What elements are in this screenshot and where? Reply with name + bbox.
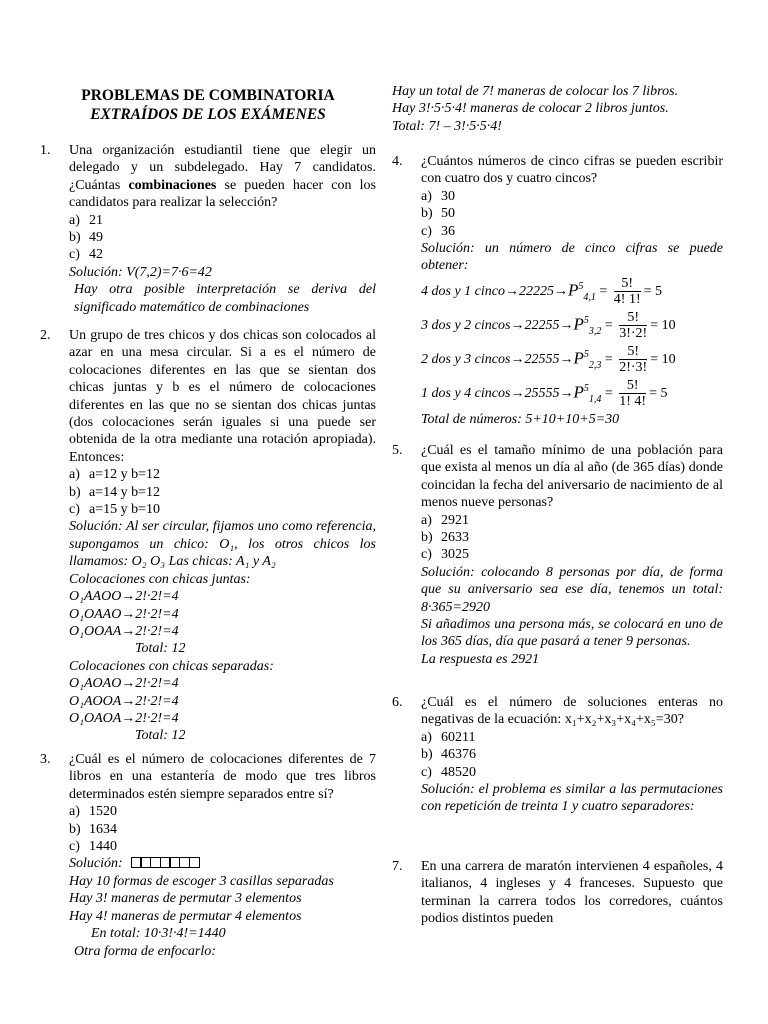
arrangement-line: O₁AOAO→2!·2!=4 bbox=[69, 676, 179, 692]
problem-number: 5. bbox=[392, 443, 403, 458]
option-a: a) 1520 bbox=[69, 804, 117, 820]
result: = 5 bbox=[643, 284, 663, 300]
arrow-icon: → bbox=[510, 352, 525, 368]
arrangement-line: O₁AAOO→2!·2!=4 bbox=[69, 589, 179, 605]
option-a: a) a=12 y b=12 bbox=[69, 467, 161, 483]
problem-3-continued bbox=[392, 83, 723, 135]
question-text: ¿Cuál es el número de soluciones enteras no negativas de la ecuación: x₁+x₂+x₃+x₄+x₅=30? bbox=[421, 695, 723, 728]
permutation-symbol: $P^5_{2,3}$ bbox=[573, 348, 602, 371]
solution-text: Solución: colocando 8 personas por día, de forma que su aniversario sea ese día, tenemos un total: 8·365=2920 bbox=[421, 564, 723, 615]
option-a: a) 2921 bbox=[421, 512, 469, 528]
document-title: PROBLEMAS DE COMBINATORIA bbox=[81, 87, 335, 104]
fraction: $\frac{5!}{3!\cdot 2!}$ bbox=[619, 310, 648, 342]
solution-text: Solución: bbox=[69, 855, 376, 872]
case-label: 4 dos y 1 cinco bbox=[421, 284, 505, 300]
option-a: a) 21 bbox=[69, 212, 103, 228]
result: = 5 bbox=[649, 386, 668, 402]
case-label: 1 dos y 4 cincos bbox=[421, 386, 511, 402]
arrow-icon: → bbox=[559, 352, 574, 368]
arrangement-total: Total: 12 bbox=[135, 641, 186, 657]
arrow-icon: → bbox=[559, 386, 574, 402]
solution-text: Solución: un número de cinco cifras se puede obtener: bbox=[421, 241, 723, 274]
document-subtitle: EXTRAÍDOS DE LOS EXÁMENES bbox=[90, 106, 326, 123]
solution-heading-separated: Colocaciones con chicas separadas: bbox=[69, 658, 274, 674]
problem-7 bbox=[392, 858, 723, 928]
arrow-icon: → bbox=[510, 318, 525, 334]
example-number: 22555 bbox=[524, 352, 560, 368]
case-label: 2 dos y 3 cincos bbox=[421, 352, 511, 368]
problem-5 bbox=[392, 442, 723, 668]
solution-text: Si añadimos una persona más, se colocará en uno de los 365 días, día que pasará a tener 9 personas. bbox=[421, 617, 723, 650]
permutation-equation: 1 dos y 4 cincos → 25555 → $P^5_{1,4}$ = $\frac{5!}{1! 4!}$ = 5 bbox=[421, 378, 668, 410]
arrangement-line: O₁OAOA→2!·2!=4 bbox=[69, 710, 179, 726]
question-text: En una carrera de maratón intervienen 4 españoles, 4 italianos, 4 ingleses y 4 franceses. Supuesto que terminan la carrera todos los corredores, cuántos podios distintos pueden bbox=[421, 859, 723, 927]
arrangement-line: O₁AOOA→2!·2!=4 bbox=[69, 693, 179, 709]
fraction: $\frac{5!}{2!\cdot 3!}$ bbox=[619, 344, 648, 376]
option-b: b) 2633 bbox=[421, 530, 469, 546]
fraction: $\frac{5!}{4! 1!}$ bbox=[613, 276, 641, 308]
problem-1 bbox=[40, 142, 376, 316]
solution-line: Hay 3! maneras de permutar 3 elementos bbox=[69, 891, 302, 907]
solution-text: Solución: el problema es similar a las permutaciones con repetición de treinta 1 y cuatro separadores: bbox=[421, 782, 723, 815]
arrow-icon: → bbox=[504, 284, 519, 300]
case-label: 3 dos y 2 cincos bbox=[421, 318, 511, 334]
fraction: $\frac{5!}{1! 4!}$ bbox=[619, 378, 647, 410]
problem-number: 4. bbox=[392, 154, 403, 169]
option-c: c) a=15 y b=10 bbox=[69, 502, 161, 518]
solution-line: Otra forma de enfocarlo: bbox=[74, 943, 216, 959]
permutation-equation: 3 dos y 2 cincos → 22255 → $P^5_{3,2}$ = $\frac{5!}{3!\cdot 2!}$ = 10 bbox=[421, 310, 676, 342]
solution-note: Hay otra posible interpretación se deriva del significado matemático de combinaciones bbox=[74, 282, 376, 315]
permutation-equation: 2 dos y 3 cincos → 22555 → $P^5_{2,3}$ = $\frac{5!}{2!\cdot 3!}$ = 10 bbox=[421, 344, 676, 376]
option-b: b) 1634 bbox=[69, 821, 117, 837]
option-c: c) 36 bbox=[421, 223, 455, 239]
option-a: a) 30 bbox=[421, 188, 455, 204]
solution-line: Total: 7! – 3!·5·5·4! bbox=[392, 118, 502, 134]
problem-2 bbox=[40, 327, 376, 745]
question-text: ¿Cuál es el número de colocaciones diferentes de 7 libros en una estantería de modo que tres libros determinados estén siempre separados entre sí? bbox=[69, 752, 376, 802]
permutation-equation: 4 dos y 1 cinco → 22225 → $P^5_{4,1}$ = $\frac{5!}{4! 1!}$ = 5 bbox=[421, 276, 663, 308]
problem-3 bbox=[40, 751, 376, 960]
solution-line: Hay 10 formas de escoger 3 casillas separadas bbox=[69, 873, 334, 889]
problem-number: 3. bbox=[40, 752, 51, 767]
example-number: 22225 bbox=[518, 284, 554, 300]
problem-number: 7. bbox=[392, 859, 403, 874]
option-c: c) 48520 bbox=[421, 764, 476, 780]
question-text: ¿Cuántos números de cinco cifras se pueden escribir con cuatro dos y cuatro cincos? bbox=[421, 154, 723, 187]
option-b: b) 50 bbox=[421, 206, 455, 222]
option-c: c) 1440 bbox=[69, 839, 117, 855]
example-number: 25555 bbox=[524, 386, 560, 402]
problem-number: 6. bbox=[392, 695, 403, 710]
solution-line: Hay un total de 7! maneras de colocar los 7 libros. bbox=[392, 84, 679, 99]
question-text: Un grupo de tres chicos y dos chicas son colocados al azar en una mesa circular. Si a es el número de colocaciones diferentes en las que se sientan dos chicas juntas y b es el número de colocaciones diferentes en las que no se sientan dos chicas juntas (dos colocaciones serán iguales si una puede ser obtenida de la otra mediante una rotación apropiada). Entonces: bbox=[69, 328, 376, 465]
solution-text: Solución: V(7,2)=7·6=42 bbox=[69, 264, 212, 280]
permutation-symbol: $P^5_{3,2}$ bbox=[573, 314, 602, 337]
solution-line: Hay 3!·5·5·4! maneras de colocar 2 libros juntos. bbox=[392, 101, 669, 117]
question-text: Una organización estudiantil tiene que elegir un delegado y un subdelegado. Hay 7 candidatos. ¿Cuántas combinaciones se pueden hacer con los candidatos para realizar la selección? bbox=[69, 143, 376, 211]
solution-text: Solución: Al ser circular, fijamos uno como referencia, supongamos un chico: O₁, los otros chicos los llamamos: O₂ O₃ Las chicas: A₁ y A₂ bbox=[69, 519, 376, 570]
arrangement-total: Total: 12 bbox=[135, 728, 186, 744]
problem-4 bbox=[392, 153, 723, 428]
solution-answer: La respuesta es 2921 bbox=[421, 651, 540, 667]
option-b: b) 49 bbox=[69, 230, 103, 246]
option-c: c) 3025 bbox=[421, 547, 469, 563]
permutation-symbol: $P^5_{1,4}$ bbox=[573, 382, 602, 405]
result: = 10 bbox=[650, 318, 676, 334]
solution-heading-together: Colocaciones con chicas juntas: bbox=[69, 571, 251, 587]
option-a: a) 60211 bbox=[421, 729, 476, 745]
arrow-icon: → bbox=[510, 386, 525, 402]
problem-6 bbox=[392, 694, 723, 816]
problem-number: 2. bbox=[40, 328, 51, 343]
shelf-boxes-graphic bbox=[131, 856, 199, 873]
arrow-icon: → bbox=[553, 284, 568, 300]
solution-total: Total de números: 5+10+10+5=30 bbox=[421, 411, 620, 427]
arrangement-line: O₁OOAA→2!·2!=4 bbox=[69, 623, 179, 639]
solution-line: En total: 10·3!·4!=1440 bbox=[91, 926, 226, 942]
option-b: b) 46376 bbox=[421, 747, 476, 763]
permutation-symbol: $P^5_{4,1}$ bbox=[567, 280, 596, 303]
problem-number: 1. bbox=[40, 143, 51, 158]
arrangement-line: O₁OAAO→2!·2!=4 bbox=[69, 606, 179, 622]
option-b: b) a=14 y b=12 bbox=[69, 484, 161, 500]
option-c: c) 42 bbox=[69, 247, 103, 263]
arrow-icon: → bbox=[559, 318, 574, 334]
question-text: ¿Cuál es el tamaño mínimo de una población para que exista al menos un día al año (de 365 días) donde coincidan la fecha del aniversario de nacimiento de al menos nueve personas? bbox=[421, 443, 723, 511]
result: = 10 bbox=[650, 352, 676, 368]
example-number: 22255 bbox=[524, 318, 560, 334]
solution-line: Hay 4! maneras de permutar 4 elementos bbox=[69, 908, 302, 924]
